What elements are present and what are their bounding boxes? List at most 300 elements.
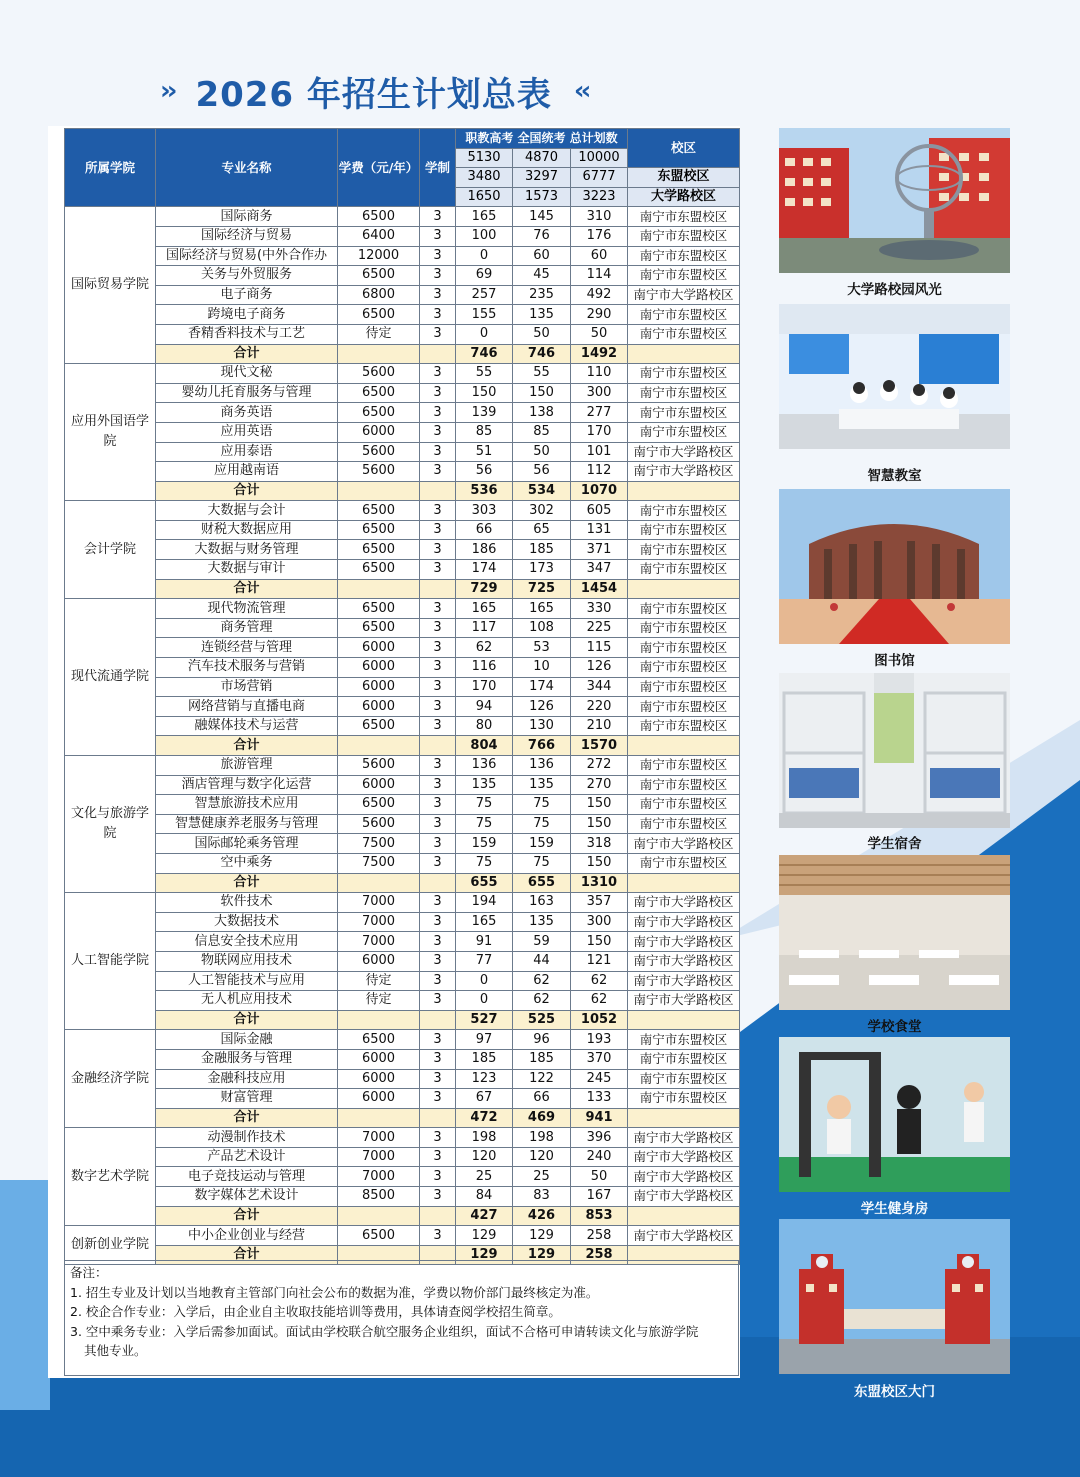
fee: 7000 (338, 1147, 420, 1167)
subtotal-empty-campus (628, 344, 740, 364)
total-count: 62 (571, 991, 628, 1011)
fee: 6000 (338, 951, 420, 971)
national-count: 25 (513, 1167, 571, 1187)
total-count: 270 (571, 775, 628, 795)
fee: 6000 (338, 422, 420, 442)
table-row (65, 795, 740, 815)
fee: 6500 (338, 560, 420, 580)
vocational-count: 55 (456, 364, 513, 384)
subtotal-empty-years (420, 344, 456, 364)
enrollment-table-card (48, 126, 740, 1378)
total-count: 258 (571, 1226, 628, 1246)
vocational-count: 80 (456, 716, 513, 736)
total-count: 225 (571, 618, 628, 638)
vocational-count: 62 (456, 638, 513, 658)
campus-name: 南宁市东盟校区 (628, 403, 740, 423)
table-row (65, 618, 740, 638)
total-count: 318 (571, 834, 628, 854)
total-count: 60 (571, 246, 628, 266)
major-name: 人工智能技术与应用 (156, 971, 338, 991)
college-name: 现代流通学院 (65, 599, 156, 756)
fee: 6500 (338, 716, 420, 736)
page-title (160, 66, 630, 116)
caption-dongmeng-gate: 东盟校区大门 (854, 1384, 935, 1400)
campus-name: 南宁市大学路校区 (628, 893, 740, 913)
campus-name: 南宁市大学路校区 (628, 834, 740, 854)
caption-smart-classroom: 智慧教室 (867, 468, 922, 484)
college-name: 应用外国语学院 (65, 364, 156, 501)
national-count: 165 (513, 599, 571, 619)
fee: 12000 (338, 246, 420, 266)
campus-name: 南宁市东盟校区 (628, 540, 740, 560)
years: 3 (420, 814, 456, 834)
national-count: 83 (513, 1187, 571, 1207)
years: 3 (420, 991, 456, 1011)
vocational-count: 75 (456, 814, 513, 834)
total-count: 370 (571, 1049, 628, 1069)
national-count: 163 (513, 893, 571, 913)
years: 3 (420, 226, 456, 246)
national-count: 130 (513, 716, 571, 736)
campus-name: 南宁市东盟校区 (628, 658, 740, 678)
subtotal-total: 1052 (571, 1010, 628, 1030)
subtotal-vocational: 129 (456, 1245, 513, 1265)
national-count: 138 (513, 403, 571, 423)
major-name: 大数据技术 (156, 912, 338, 932)
subtotal-vocational: 746 (456, 344, 513, 364)
college-name: 数字艺术学院 (65, 1128, 156, 1226)
total-count: 115 (571, 638, 628, 658)
years: 3 (420, 285, 456, 305)
total-count: 126 (571, 658, 628, 678)
campus-name: 南宁市大学路校区 (628, 462, 740, 482)
national-count: 185 (513, 1049, 571, 1069)
total-count: 290 (571, 305, 628, 325)
major-name: 空中乘务 (156, 853, 338, 873)
fee: 7500 (338, 834, 420, 854)
subtotal-row (65, 1108, 740, 1128)
vocational-count: 123 (456, 1069, 513, 1089)
note-line: 其他专业。 (84, 1343, 147, 1358)
campus-name: 南宁市东盟校区 (628, 853, 740, 873)
subtotal-vocational: 729 (456, 579, 513, 599)
major-name: 商务英语 (156, 403, 338, 423)
years: 3 (420, 775, 456, 795)
subtotal-empty-fee (338, 873, 420, 893)
campus-name: 南宁市东盟校区 (628, 1089, 740, 1109)
total-count: 150 (571, 932, 628, 952)
subtotal-empty-campus (628, 1206, 740, 1226)
subtotal-empty-years (420, 1206, 456, 1226)
national-count: 96 (513, 1030, 571, 1050)
major-name: 旅游管理 (156, 756, 338, 776)
subtotal-label: 合计 (156, 1010, 338, 1030)
total-count: 240 (571, 1147, 628, 1167)
page-title-text: 2026 年招生计划总表 (195, 74, 552, 115)
photo-smart-classroom (779, 304, 1010, 449)
national-count: 75 (513, 853, 571, 873)
table-row (65, 285, 740, 305)
vocational-count: 165 (456, 207, 513, 227)
table-row (65, 834, 740, 854)
years: 3 (420, 422, 456, 442)
years: 3 (420, 442, 456, 462)
major-name: 智慧旅游技术应用 (156, 795, 338, 815)
campus-name: 南宁市东盟校区 (628, 697, 740, 717)
national-count: 56 (513, 462, 571, 482)
subtotal-empty-years (420, 736, 456, 756)
national-count: 85 (513, 422, 571, 442)
subtotal-national: 525 (513, 1010, 571, 1030)
major-name: 大数据与会计 (156, 501, 338, 521)
subtotal-empty-years (420, 873, 456, 893)
major-name: 酒店管理与数字化运营 (156, 775, 338, 795)
caption-gym: 学生健身房 (860, 1201, 929, 1217)
total-count: 245 (571, 1069, 628, 1089)
national-count: 50 (513, 442, 571, 462)
subtotal-label: 合计 (156, 1108, 338, 1128)
national-count: 50 (513, 324, 571, 344)
table-row (65, 912, 740, 932)
total-count: 121 (571, 951, 628, 971)
table-row (65, 775, 740, 795)
subtotal-label: 合计 (156, 1206, 338, 1226)
years: 3 (420, 677, 456, 697)
years: 3 (420, 383, 456, 403)
subtotal-empty-years (420, 1010, 456, 1030)
years: 3 (420, 1049, 456, 1069)
table-row (65, 226, 740, 246)
major-name: 商务管理 (156, 618, 338, 638)
years: 3 (420, 1226, 456, 1246)
table-row (65, 853, 740, 873)
fee: 7000 (338, 932, 420, 952)
major-name: 智慧健康养老服务与管理 (156, 814, 338, 834)
campus-name: 南宁市大学路校区 (628, 1187, 740, 1207)
national-count: 62 (513, 991, 571, 1011)
major-name: 电子商务 (156, 285, 338, 305)
subtotal-label: 合计 (156, 579, 338, 599)
vocational-count: 185 (456, 1049, 513, 1069)
years: 3 (420, 520, 456, 540)
national-count: 75 (513, 795, 571, 815)
fee: 6500 (338, 403, 420, 423)
national-count: 108 (513, 618, 571, 638)
years: 3 (420, 618, 456, 638)
table-row (65, 305, 740, 325)
major-name: 连锁经营与管理 (156, 638, 338, 658)
table-row (65, 951, 740, 971)
national-count: 174 (513, 677, 571, 697)
campus-name: 南宁市东盟校区 (628, 520, 740, 540)
national-count: 135 (513, 775, 571, 795)
campus-name: 南宁市大学路校区 (628, 991, 740, 1011)
fee: 5600 (338, 814, 420, 834)
vocational-count: 186 (456, 540, 513, 560)
vocational-count: 129 (456, 1226, 513, 1246)
grand-total-vocational: 5130 (456, 148, 513, 168)
subtotal-total: 1310 (571, 873, 628, 893)
campus-name: 南宁市大学路校区 (628, 932, 740, 952)
vocational-count: 85 (456, 422, 513, 442)
campus-name: 南宁市东盟校区 (628, 226, 740, 246)
fee: 5600 (338, 462, 420, 482)
subtotal-total: 1454 (571, 579, 628, 599)
fee: 6500 (338, 795, 420, 815)
college-name: 金融经济学院 (65, 1030, 156, 1128)
fee: 7000 (338, 1128, 420, 1148)
table-row (65, 1030, 740, 1050)
national-count: 65 (513, 520, 571, 540)
subtotal-national: 534 (513, 481, 571, 501)
campus-name: 南宁市大学路校区 (628, 1226, 740, 1246)
caption-library: 图书馆 (874, 653, 915, 669)
subtotal-row (65, 1010, 740, 1030)
subtotal-vocational: 536 (456, 481, 513, 501)
table-row (65, 364, 740, 384)
total-count: 167 (571, 1187, 628, 1207)
major-name: 中小企业创业与经营 (156, 1226, 338, 1246)
years: 3 (420, 697, 456, 717)
vocational-count: 116 (456, 658, 513, 678)
subtotal-empty-fee (338, 736, 420, 756)
subtotal-empty-fee (338, 1206, 420, 1226)
years: 3 (420, 716, 456, 736)
campus-name: 南宁市东盟校区 (628, 795, 740, 815)
subtotal-row (65, 579, 740, 599)
major-name: 应用泰语 (156, 442, 338, 462)
campus-name: 南宁市大学路校区 (628, 1128, 740, 1148)
campus-name: 南宁市东盟校区 (628, 618, 740, 638)
fee: 6000 (338, 1069, 420, 1089)
years: 3 (420, 853, 456, 873)
major-name: 国际金融 (156, 1030, 338, 1050)
header-plan-group: 职教高考 全国统考 总计划数 (456, 129, 628, 149)
campus-name: 南宁市东盟校区 (628, 501, 740, 521)
total-count: 300 (571, 383, 628, 403)
major-name: 网络营销与直播电商 (156, 697, 338, 717)
national-count: 198 (513, 1128, 571, 1148)
table-row (65, 893, 740, 913)
years: 3 (420, 932, 456, 952)
table-row (65, 1167, 740, 1187)
subtotal-total: 1070 (571, 481, 628, 501)
fee: 6500 (338, 1226, 420, 1246)
fee: 5600 (338, 364, 420, 384)
campus-name: 南宁市东盟校区 (628, 560, 740, 580)
vocational-count: 91 (456, 932, 513, 952)
years: 3 (420, 834, 456, 854)
major-name: 软件技术 (156, 893, 338, 913)
college-name: 会计学院 (65, 501, 156, 599)
total-count: 170 (571, 422, 628, 442)
daxuelu-total-all: 3223 (571, 187, 628, 207)
table-row (65, 403, 740, 423)
table-row (65, 1147, 740, 1167)
subtotal-label: 合计 (156, 481, 338, 501)
vocational-count: 56 (456, 462, 513, 482)
subtotal-empty-years (420, 1108, 456, 1128)
background-left-strip (0, 1180, 50, 1410)
vocational-count: 117 (456, 618, 513, 638)
header-campus: 校区 (628, 129, 740, 168)
years: 3 (420, 1030, 456, 1050)
national-count: 76 (513, 226, 571, 246)
college-name: 国际贸易学院 (65, 207, 156, 364)
subtotal-label: 合计 (156, 736, 338, 756)
total-count: 133 (571, 1089, 628, 1109)
total-count: 150 (571, 853, 628, 873)
major-name: 国际经济与贸易(中外合作办 (156, 246, 338, 266)
caption-dormitory: 学生宿舍 (867, 836, 922, 852)
photo-campus-scenery (779, 128, 1010, 273)
table-row (65, 442, 740, 462)
photo-canteen (779, 855, 1010, 1010)
major-name: 现代文秘 (156, 364, 338, 384)
years: 3 (420, 560, 456, 580)
major-name: 融媒体技术与运营 (156, 716, 338, 736)
major-name: 婴幼儿托育服务与管理 (156, 383, 338, 403)
major-name: 动漫制作技术 (156, 1128, 338, 1148)
fee: 6500 (338, 266, 420, 286)
years: 3 (420, 658, 456, 678)
subtotal-row (65, 736, 740, 756)
fee: 6500 (338, 1030, 420, 1050)
vocational-count: 77 (456, 951, 513, 971)
national-count: 53 (513, 638, 571, 658)
major-name: 关务与外贸服务 (156, 266, 338, 286)
subtotal-empty-campus (628, 579, 740, 599)
total-count: 300 (571, 912, 628, 932)
years: 3 (420, 1167, 456, 1187)
subtotal-national: 725 (513, 579, 571, 599)
total-count: 193 (571, 1030, 628, 1050)
vocational-count: 135 (456, 775, 513, 795)
photo-dormitory (779, 673, 1010, 828)
campus-name: 南宁市东盟校区 (628, 207, 740, 227)
years: 3 (420, 540, 456, 560)
vocational-count: 136 (456, 756, 513, 776)
major-name: 国际邮轮乘务管理 (156, 834, 338, 854)
years: 3 (420, 599, 456, 619)
header-years: 学制 (420, 129, 456, 207)
vocational-count: 0 (456, 324, 513, 344)
years: 3 (420, 1187, 456, 1207)
years: 3 (420, 246, 456, 266)
subtotal-row (65, 481, 740, 501)
campus-name: 南宁市东盟校区 (628, 266, 740, 286)
fee: 6000 (338, 1049, 420, 1069)
subtotal-empty-campus (628, 736, 740, 756)
major-name: 财税大数据应用 (156, 520, 338, 540)
national-count: 120 (513, 1147, 571, 1167)
vocational-count: 84 (456, 1187, 513, 1207)
vocational-count: 120 (456, 1147, 513, 1167)
vocational-count: 303 (456, 501, 513, 521)
subtotal-empty-campus (628, 1010, 740, 1030)
total-count: 50 (571, 324, 628, 344)
vocational-count: 75 (456, 795, 513, 815)
subtotal-total: 941 (571, 1108, 628, 1128)
total-count: 150 (571, 795, 628, 815)
table-row (65, 971, 740, 991)
notes-title: 备注： (70, 1265, 108, 1280)
years: 3 (420, 893, 456, 913)
vocational-count: 170 (456, 677, 513, 697)
table-row (65, 540, 740, 560)
subtotal-label: 合计 (156, 1245, 338, 1265)
campus-name: 南宁市东盟校区 (628, 1049, 740, 1069)
total-count: 131 (571, 520, 628, 540)
vocational-count: 66 (456, 520, 513, 540)
fee: 5600 (338, 442, 420, 462)
subtotal-vocational: 804 (456, 736, 513, 756)
table-body (65, 207, 740, 1265)
subtotal-empty-fee (338, 481, 420, 501)
campus-name: 南宁市大学路校区 (628, 912, 740, 932)
campus-name: 南宁市大学路校区 (628, 1147, 740, 1167)
campus-name: 南宁市东盟校区 (628, 305, 740, 325)
note-line: 2. 校企合作专业：入学后，由企业自主收取技能培训等费用，具体请查阅学校招生简章。 (70, 1304, 561, 1319)
enrollment-plan-table (64, 128, 740, 1265)
vocational-count: 159 (456, 834, 513, 854)
fee: 6000 (338, 677, 420, 697)
major-name: 数字媒体艺术设计 (156, 1187, 338, 1207)
national-count: 44 (513, 951, 571, 971)
subtotal-national: 426 (513, 1206, 571, 1226)
campus-name: 南宁市东盟校区 (628, 364, 740, 384)
years: 3 (420, 1089, 456, 1109)
total-count: 176 (571, 226, 628, 246)
campus-name: 南宁市东盟校区 (628, 814, 740, 834)
national-count: 129 (513, 1226, 571, 1246)
table-row (65, 1226, 740, 1246)
grand-total-national: 4870 (513, 148, 571, 168)
total-count: 347 (571, 560, 628, 580)
vocational-count: 194 (456, 893, 513, 913)
years: 3 (420, 1069, 456, 1089)
national-count: 75 (513, 814, 571, 834)
total-count: 101 (571, 442, 628, 462)
fee: 7000 (338, 1167, 420, 1187)
major-name: 大数据与财务管理 (156, 540, 338, 560)
subtotal-empty-years (420, 579, 456, 599)
table-row (65, 991, 740, 1011)
subtotal-empty-fee (338, 1108, 420, 1128)
major-name: 电子竞技运动与管理 (156, 1167, 338, 1187)
national-count: 45 (513, 266, 571, 286)
table-row (65, 520, 740, 540)
years: 3 (420, 971, 456, 991)
fee: 6400 (338, 226, 420, 246)
major-name: 现代物流管理 (156, 599, 338, 619)
chevron-left-icon: ‹‹ (573, 76, 588, 106)
table-row (65, 383, 740, 403)
fee: 待定 (338, 324, 420, 344)
campus-name: 南宁市东盟校区 (628, 677, 740, 697)
campus-name: 南宁市东盟校区 (628, 246, 740, 266)
campus-name: 南宁市东盟校区 (628, 383, 740, 403)
table-row (65, 1049, 740, 1069)
subtotal-label: 合计 (156, 873, 338, 893)
subtotal-total: 853 (571, 1206, 628, 1226)
national-count: 145 (513, 207, 571, 227)
fee: 6500 (338, 383, 420, 403)
years: 3 (420, 462, 456, 482)
note-line: 1. 招生专业及计划以当地教育主管部门向社会公布的数据为准，学费以物价部门最终核定为准。 (70, 1284, 599, 1300)
total-count: 50 (571, 1167, 628, 1187)
major-name: 香精香料技术与工艺 (156, 324, 338, 344)
